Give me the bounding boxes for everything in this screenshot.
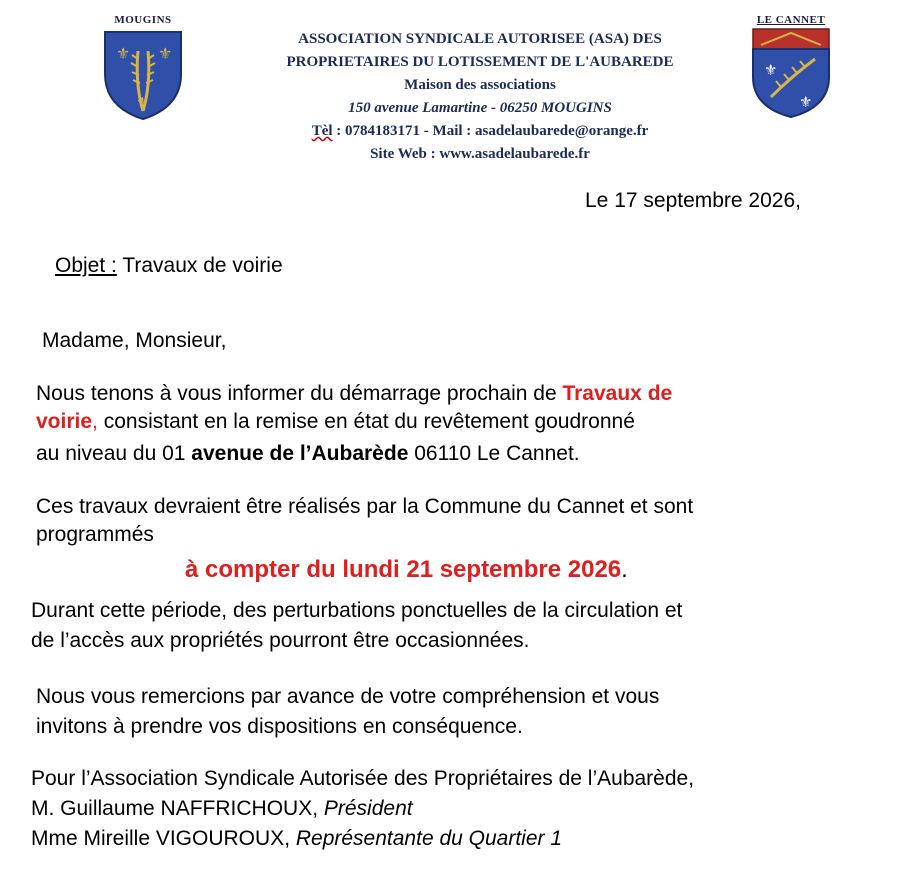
- letter-date: Le 17 septembre 2026,: [585, 189, 801, 212]
- header-line-1: ASSOCIATION SYNDICALE AUTORISEE (ASA) DES: [298, 31, 662, 47]
- paragraph-3-line-1: Durant cette période, des perturbations ponctuelles de la circulation et: [31, 599, 683, 622]
- representative-name: Mme Mireille VIGOUROUX,: [31, 827, 296, 850]
- svg-text:⚜: ⚜: [799, 93, 813, 111]
- le-cannet-crest: [748, 14, 834, 124]
- association-header: [220, 28, 740, 166]
- mougins-crest-label: MOUGINS: [114, 14, 172, 26]
- le-cannet-crest-label: LE CANNET: [756, 14, 826, 26]
- president-role: Président: [323, 797, 413, 820]
- header-website: Site Web : www.asadelaubarede.fr: [370, 146, 590, 162]
- mougins-crest: [98, 14, 188, 126]
- paragraph-4-line-2: invitons à prendre vos dispositions en conséquence.: [36, 715, 523, 738]
- paragraph-1-line-3: [36, 441, 580, 467]
- header-address: 150 avenue Lamartine - 06250 MOUGINS: [348, 100, 612, 116]
- svg-text:⚜: ⚜: [158, 44, 173, 63]
- paragraph-2-line-2: programmés: [36, 523, 154, 546]
- subject-label: Objet :: [55, 254, 117, 277]
- svg-text:⚜: ⚜: [764, 61, 778, 79]
- p1-highlight-1: Travaux de: [562, 382, 673, 405]
- start-date-period: .: [621, 556, 628, 583]
- letter-subject: [55, 253, 283, 279]
- p1-highlight-2: voirie: [36, 410, 93, 433]
- p1-street: avenue de l’Aubarède: [191, 442, 409, 465]
- header-tel-mail: : 0784183171 - Mail : asadelaubarede@orange.fr: [332, 123, 649, 139]
- signature-line-2: [31, 796, 413, 822]
- paragraph-3-line-2: de l’accès aux propriétés pourront être occasionnées.: [31, 629, 530, 652]
- svg-text:⚜: ⚜: [116, 44, 131, 63]
- paragraph-2-line-3: [185, 555, 628, 585]
- header-tel-abbr: Tèl: [311, 123, 333, 139]
- p1-l3-c: 06110 Le Cannet.: [408, 442, 580, 465]
- paragraph-2-line-1: Ces travaux devraient être réalisés par la Commune du Cannet et sont: [36, 495, 694, 518]
- president-name: M. Guillaume NAFFRICHOUX,: [31, 797, 324, 820]
- svg-text:⚜: ⚜: [136, 95, 149, 111]
- start-date-highlight: à compter du lundi 21 septembre 2026: [185, 556, 622, 583]
- header-line-2: PROPRIETAIRES DU LOTISSEMENT DE L'AUBAREDE: [286, 54, 674, 70]
- signature-line-1: Pour l’Association Syndicale Autorisée des Propriétaires de l’Aubarède,: [31, 767, 695, 790]
- p1-l2-text: consistant en la remise en état du revêtement goudronné: [97, 410, 635, 433]
- le-cannet-shield-icon: [751, 27, 831, 119]
- representative-role: Représentante du Quartier 1: [295, 827, 563, 850]
- subject-text: Travaux de voirie: [116, 254, 283, 277]
- mougins-shield-icon: [102, 29, 184, 121]
- paragraph-1-line-2: [36, 409, 635, 435]
- header-contact: [220, 120, 740, 143]
- p1-l3-a: au niveau du 01: [36, 442, 192, 465]
- p1-comma: ,: [92, 410, 98, 433]
- signature-line-3: [31, 826, 562, 852]
- paragraph-1-line-1: [36, 381, 672, 407]
- p1-l1-text: Nous tenons à vous informer du démarrage prochain de: [36, 382, 563, 405]
- letter-greeting: Madame, Monsieur,: [42, 329, 227, 352]
- header-line-3: Maison des associations: [404, 77, 556, 93]
- paragraph-4-line-1: Nous vous remercions par avance de votre compréhension et vous: [36, 685, 660, 708]
